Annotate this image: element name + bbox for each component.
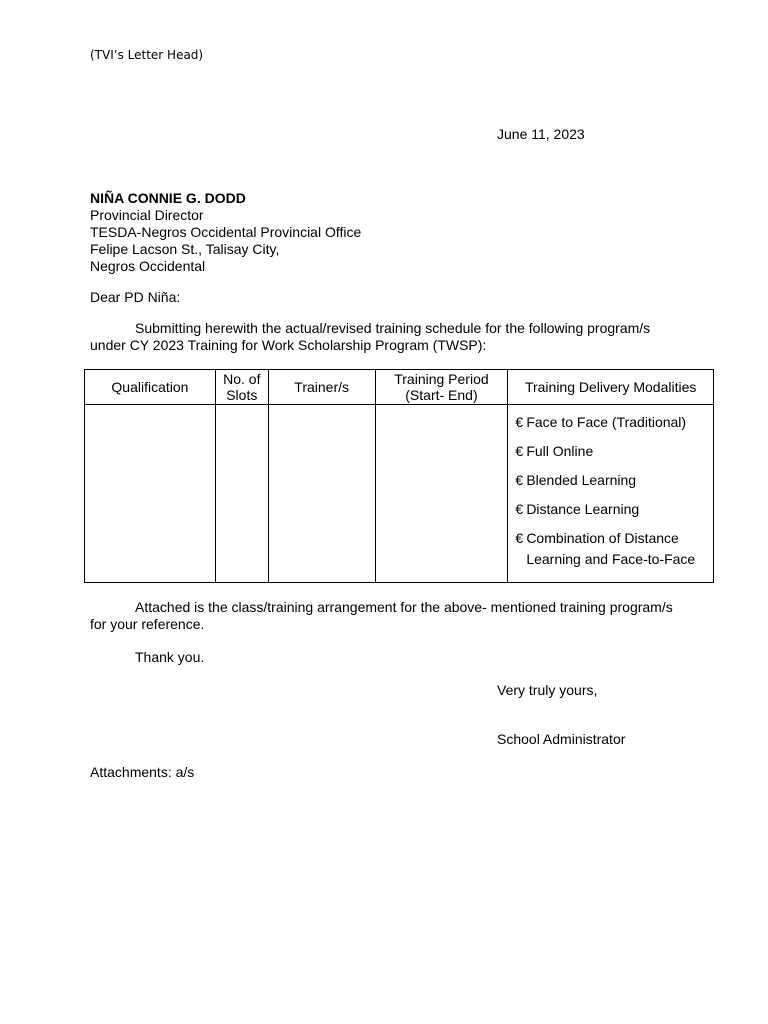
attachment-line-2: for your reference. (90, 616, 205, 632)
closing-line: Very truly yours, (497, 682, 598, 698)
recipient-block (90, 190, 361, 275)
training-schedule-table (84, 369, 714, 583)
attachment-line-1-text: Attached is the class/training arrangement for the above- mentioned training program/s (135, 599, 673, 615)
salutation: Dear PD Niña: (90, 289, 181, 305)
recipient-street: Felipe Lacson St., Talisay City, (90, 241, 280, 257)
intro-line-2: under CY 2023 Training for Work Scholarship Program (TWSP): (90, 337, 487, 353)
header-delivery-modalities (508, 370, 714, 405)
header-period-line-1: Training Period (394, 371, 489, 387)
checkbox-symbol-icon[interactable]: € (515, 472, 524, 488)
header-trainers-label: Trainer/s (294, 379, 350, 395)
header-trainers (268, 370, 375, 405)
attachment-line-1 (90, 599, 680, 616)
signatory-title: School Administrator (497, 731, 626, 747)
modality-label: Blended Learning (526, 472, 637, 488)
header-slots-line-1: No. of (223, 371, 261, 387)
header-modalities-label: Training Delivery Modalities (524, 379, 697, 395)
checkbox-symbol-icon[interactable]: € (515, 414, 524, 430)
modality-option[interactable] (515, 441, 713, 462)
table-row (85, 405, 714, 583)
header-qualification (85, 370, 216, 405)
checkbox-symbol-icon[interactable]: € (515, 501, 524, 517)
recipient-name: NIÑA CONNIE G. DODD (90, 190, 246, 206)
header-slots (215, 370, 268, 405)
recipient-title: Provincial Director (90, 207, 204, 223)
modality-label: Face to Face (Traditional) (526, 414, 687, 430)
training-period-cell[interactable] (375, 405, 508, 583)
header-slots-line-2: Slots (226, 387, 258, 403)
intro-line-1 (90, 320, 680, 337)
intro-line-1-text: Submitting herewith the actual/revised training schedule for the following program/s (135, 320, 651, 336)
recipient-office: TESDA-Negros Occidental Provincial Office (90, 224, 362, 240)
modality-option[interactable] (515, 499, 713, 520)
header-training-period (375, 370, 508, 405)
header-period-line-2: (Start- End) (405, 387, 478, 403)
modality-option[interactable] (515, 412, 713, 433)
checkbox-symbol-icon[interactable]: € (515, 443, 524, 459)
header-qualification-label: Qualification (111, 379, 189, 395)
letterhead-placeholder: (TVI’s Letter Head) (90, 48, 204, 62)
modality-label-continued: Learning and Face-to-Face (526, 551, 696, 567)
modalities-cell (508, 405, 714, 583)
intro-paragraph (90, 320, 680, 354)
modality-option[interactable] (515, 528, 713, 570)
trainers-cell[interactable] (268, 405, 375, 583)
modality-label: Combination of Distance (526, 530, 679, 546)
letter-date: June 11, 2023 (497, 126, 585, 142)
slots-cell[interactable] (215, 405, 268, 583)
thank-you-line: Thank you. (135, 649, 205, 665)
checkbox-symbol-icon[interactable]: € (515, 530, 524, 546)
recipient-province: Negros Occidental (90, 258, 206, 274)
table-header-row (85, 370, 714, 405)
modality-label: Full Online (526, 443, 594, 459)
modalities-list (508, 405, 713, 570)
modality-label: Distance Learning (526, 501, 640, 517)
attachment-paragraph (90, 599, 680, 633)
qualification-cell[interactable] (85, 405, 216, 583)
attachments-note: Attachments: a/s (90, 764, 195, 780)
modality-option[interactable] (515, 470, 713, 491)
